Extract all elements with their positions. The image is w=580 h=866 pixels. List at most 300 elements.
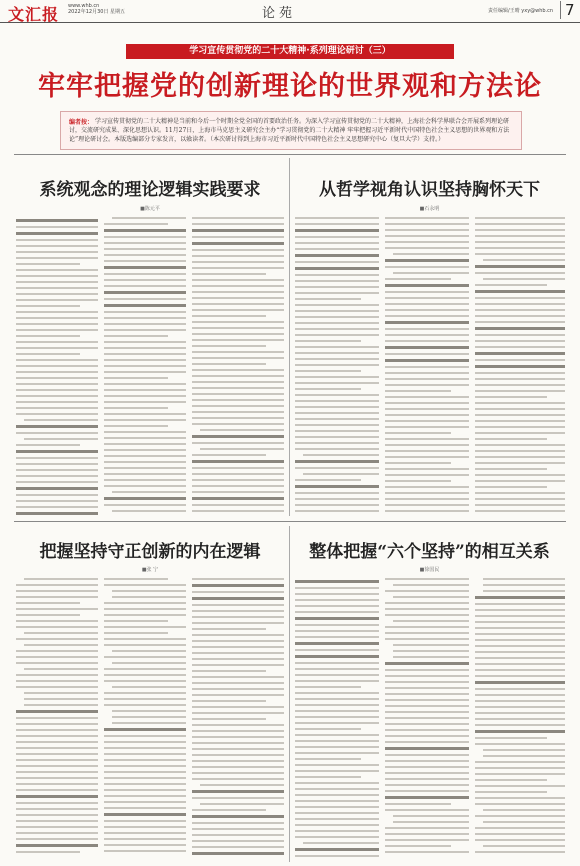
text-line — [16, 293, 98, 295]
text-line — [475, 390, 565, 392]
text-line — [385, 681, 469, 683]
text-line — [385, 334, 469, 336]
text-line — [295, 418, 379, 420]
text-line — [104, 807, 186, 809]
text-line — [385, 839, 469, 841]
text-line — [104, 692, 186, 694]
text-line — [295, 400, 379, 402]
text-line — [104, 578, 168, 580]
text-line — [475, 396, 547, 398]
text-line — [385, 717, 469, 719]
text-line — [16, 251, 98, 253]
text-line — [295, 280, 379, 282]
text-line — [295, 758, 361, 760]
text-line — [104, 473, 186, 475]
text-line — [192, 658, 284, 660]
text-line — [104, 741, 186, 743]
text-line — [475, 321, 565, 323]
text-line — [385, 614, 469, 616]
text-line — [475, 432, 565, 434]
editor-note-text: 学习宣传贯彻党的二十大精神是当前和今后一个时期全党全国的首要政治任务。为深入学习宣传贯彻党的二十大精神，上海社会科学界联合会开展系列理论研讨，交流研究成果、深化思想认识。11月27日，上海市马克思主义研究会主办“学习贯彻党的二十大精神 牢牢把握习近平新时代中国特色社会主义思想的世界观和方法论”理论研讨会。本版选编部分专家发言，以飨读者。（本次研讨得到上海市习近平新时代中国特色社会主义思想研究中心（复旦大学）支持。） — [69, 118, 510, 143]
text-line — [295, 686, 361, 688]
text-line — [385, 803, 451, 805]
text-line — [16, 275, 98, 277]
text-line — [16, 317, 98, 319]
text-line — [16, 347, 98, 349]
text-line — [104, 461, 186, 463]
text-line — [295, 630, 379, 632]
text-line — [16, 820, 98, 822]
text-line — [104, 602, 186, 604]
text-line — [475, 352, 565, 355]
text-line — [385, 741, 469, 743]
text-line — [200, 803, 284, 805]
text-line — [475, 609, 565, 611]
text-line — [192, 634, 284, 636]
text-line — [393, 815, 469, 817]
text-line — [192, 387, 284, 389]
text-line — [483, 584, 565, 586]
text-line — [475, 297, 565, 299]
article-4-body-col-3 — [475, 578, 565, 858]
text-line — [295, 794, 379, 796]
text-line — [475, 420, 565, 422]
text-line — [295, 655, 379, 658]
text-line — [16, 596, 98, 598]
text-line — [16, 844, 98, 847]
text-line — [295, 254, 379, 257]
article-4-body-col-2 — [385, 578, 469, 858]
text-line — [475, 486, 547, 488]
text-line — [295, 510, 379, 512]
text-line — [385, 378, 469, 380]
text-line — [385, 760, 469, 762]
text-line — [385, 229, 469, 231]
text-line — [16, 487, 98, 490]
article-author-1: ■陈元平 — [140, 206, 160, 212]
text-line — [112, 710, 186, 712]
text-line — [475, 504, 565, 506]
text-line — [104, 455, 186, 457]
text-line — [295, 649, 379, 651]
text-line — [385, 284, 469, 287]
text-line — [16, 407, 98, 409]
text-line — [475, 633, 565, 635]
text-line — [295, 364, 379, 366]
text-line — [385, 504, 469, 506]
text-line — [104, 479, 186, 481]
editor-note-label: 编者按： — [69, 119, 94, 126]
text-line — [104, 832, 186, 834]
text-line — [385, 486, 469, 488]
text-line — [192, 712, 284, 714]
text-line — [475, 414, 565, 416]
page-number: 7 — [560, 1, 575, 19]
text-line — [192, 229, 284, 232]
text-line — [475, 596, 565, 599]
text-line — [192, 423, 284, 425]
text-line — [104, 383, 186, 385]
text-line — [192, 442, 284, 444]
text-line — [295, 498, 379, 500]
text-line — [295, 800, 379, 802]
text-line — [475, 384, 565, 386]
text-line — [24, 704, 98, 706]
text-line — [104, 668, 186, 670]
text-line — [295, 624, 379, 626]
text-line — [303, 842, 379, 844]
text-line — [295, 764, 379, 766]
text-line — [192, 736, 284, 738]
text-line — [192, 640, 284, 642]
text-line — [192, 273, 266, 275]
text-line — [385, 266, 469, 268]
article-3-body-col-2 — [104, 578, 186, 858]
text-line — [385, 340, 469, 342]
text-line — [295, 322, 379, 324]
text-line — [295, 752, 379, 754]
text-line — [192, 822, 284, 824]
text-line — [385, 247, 469, 249]
text-line — [385, 784, 469, 786]
text-line — [475, 743, 565, 745]
text-line — [483, 578, 565, 580]
text-line — [192, 435, 284, 438]
text-line — [475, 474, 565, 476]
text-line — [385, 766, 469, 768]
text-line — [475, 462, 565, 464]
text-line — [16, 263, 80, 265]
text-line — [385, 217, 469, 219]
column-divider-upper — [289, 158, 290, 516]
text-line — [475, 688, 565, 690]
text-line — [192, 303, 284, 305]
text-line — [16, 608, 98, 610]
text-line — [104, 298, 186, 300]
text-line — [192, 510, 284, 512]
text-line — [104, 437, 186, 439]
text-line — [385, 845, 451, 847]
text-line — [475, 718, 565, 720]
text-line — [295, 358, 379, 360]
text-line — [295, 776, 361, 778]
text-line — [16, 765, 98, 767]
text-line — [295, 286, 379, 288]
text-line — [303, 454, 379, 456]
text-line — [295, 611, 379, 613]
article-1-body-col-3 — [192, 217, 284, 513]
text-line — [475, 639, 565, 641]
text-line — [475, 737, 547, 739]
article-2-body-col-1 — [295, 217, 379, 513]
text-line — [104, 777, 186, 779]
text-line — [295, 580, 379, 583]
text-line — [104, 323, 186, 325]
text-line — [295, 236, 379, 238]
text-line — [295, 370, 361, 372]
text-line — [295, 346, 379, 348]
text-line — [104, 850, 186, 852]
text-line — [104, 698, 186, 700]
text-line — [16, 747, 98, 749]
text-line — [295, 298, 361, 300]
newspaper-logo: 文汇报 — [8, 5, 60, 24]
article-3-body-col-3 — [192, 578, 284, 858]
article-2-body-col-2 — [385, 217, 469, 513]
text-line — [192, 628, 266, 630]
text-line — [295, 340, 361, 342]
text-line — [385, 359, 469, 362]
text-line — [104, 266, 186, 269]
article-author-2: ■石永明 — [419, 206, 440, 212]
text-line — [295, 782, 379, 784]
text-line — [192, 479, 284, 481]
text-line — [16, 281, 98, 283]
text-line — [16, 341, 98, 343]
text-line — [192, 778, 284, 780]
text-line — [385, 608, 469, 610]
text-line — [295, 824, 379, 826]
text-line — [104, 443, 186, 445]
text-line — [16, 741, 98, 743]
series-banner: 学习宣传贯彻党的二十大精神·系列理论研讨（三） — [126, 44, 454, 59]
text-line — [192, 694, 284, 696]
text-line — [385, 480, 451, 482]
text-line — [295, 261, 379, 263]
text-line — [192, 369, 284, 371]
text-line — [16, 506, 98, 508]
text-line — [104, 747, 186, 749]
text-line — [16, 269, 98, 271]
text-line — [393, 656, 469, 658]
text-line — [16, 469, 98, 471]
text-line — [104, 353, 186, 355]
text-line — [112, 217, 186, 219]
text-line — [475, 235, 565, 237]
text-line — [295, 412, 379, 414]
text-line — [104, 377, 168, 379]
text-line — [112, 722, 186, 724]
text-line — [24, 692, 98, 694]
text-line — [104, 795, 186, 797]
text-line — [104, 365, 186, 367]
text-line — [475, 651, 565, 653]
text-line — [295, 479, 361, 481]
text-line — [475, 372, 565, 374]
text-line — [385, 602, 469, 604]
text-line — [385, 420, 469, 422]
text-line — [192, 766, 284, 768]
text-line — [475, 669, 565, 671]
text-line — [16, 753, 98, 755]
text-line — [104, 413, 186, 415]
text-line — [192, 682, 284, 684]
text-line — [104, 638, 186, 640]
text-line — [475, 346, 565, 348]
text-line — [393, 650, 469, 652]
section-name: 论苑 — [262, 6, 297, 21]
text-line — [192, 381, 284, 383]
text-line — [385, 444, 469, 446]
text-line — [295, 352, 379, 354]
text-line — [16, 717, 98, 719]
text-line — [295, 830, 379, 832]
text-line — [192, 345, 266, 347]
text-line — [104, 329, 186, 331]
text-line — [385, 474, 469, 476]
text-line — [483, 755, 565, 757]
text-line — [385, 851, 469, 853]
text-line — [112, 686, 186, 688]
text-line — [295, 442, 379, 444]
text-line — [192, 828, 284, 830]
text-line — [385, 705, 469, 707]
text-line — [192, 664, 284, 666]
text-line — [385, 372, 469, 374]
text-line — [104, 236, 186, 238]
text-line — [192, 718, 266, 720]
text-line — [104, 735, 186, 737]
text-line — [475, 712, 565, 714]
text-line — [104, 223, 168, 225]
text-line — [295, 217, 379, 219]
text-line — [192, 417, 284, 419]
header-meta — [68, 3, 125, 15]
text-line — [192, 670, 266, 672]
text-line — [192, 688, 284, 690]
text-line — [104, 254, 186, 256]
text-line — [295, 716, 379, 718]
text-line — [104, 242, 186, 244]
text-line — [385, 723, 469, 725]
text-line — [16, 851, 80, 853]
text-line — [192, 315, 266, 317]
text-line — [104, 311, 186, 313]
text-line — [16, 771, 98, 773]
text-line — [192, 285, 284, 287]
text-line — [295, 394, 379, 396]
text-line — [104, 419, 186, 421]
text-line — [192, 327, 284, 329]
text-line — [385, 402, 469, 404]
text-line — [192, 834, 284, 836]
text-line — [104, 291, 186, 294]
text-line — [104, 753, 186, 755]
text-line — [475, 309, 565, 311]
text-line — [295, 617, 379, 620]
text-line — [112, 590, 186, 592]
text-line — [295, 636, 379, 638]
editor-note — [60, 111, 522, 150]
text-line — [385, 638, 469, 640]
text-line — [16, 219, 98, 222]
text-line — [295, 599, 379, 601]
text-line — [295, 668, 379, 670]
text-line — [385, 384, 469, 386]
text-line — [475, 839, 565, 841]
text-line — [295, 605, 379, 607]
text-line — [24, 644, 98, 646]
text-line — [385, 223, 469, 225]
text-line — [104, 644, 186, 646]
text-line — [192, 393, 284, 395]
text-line — [16, 232, 98, 235]
text-line — [475, 480, 565, 482]
text-line — [295, 382, 379, 384]
text-line — [385, 396, 469, 398]
text-line — [16, 481, 98, 483]
text-line — [475, 315, 565, 317]
text-line — [16, 614, 80, 616]
text-line — [16, 413, 98, 415]
text-line — [475, 253, 565, 255]
text-line — [475, 730, 565, 733]
text-line — [16, 401, 98, 403]
text-line — [475, 265, 565, 268]
text-line — [295, 728, 361, 730]
text-line — [16, 674, 98, 676]
text-line — [295, 223, 379, 225]
text-line — [104, 273, 186, 275]
text-line — [16, 371, 98, 373]
text-line — [393, 272, 469, 274]
text-line — [385, 408, 469, 410]
text-line — [385, 366, 469, 368]
text-line — [295, 642, 379, 645]
text-line — [200, 784, 284, 786]
text-line — [112, 491, 186, 493]
text-line — [16, 353, 80, 355]
text-line — [16, 305, 80, 307]
text-line — [385, 259, 469, 262]
text-line — [192, 491, 284, 493]
text-line — [385, 772, 469, 774]
text-line — [192, 809, 266, 811]
text-line — [16, 494, 98, 496]
text-line — [385, 790, 469, 792]
text-line — [385, 827, 469, 829]
text-line — [192, 333, 284, 335]
text-line — [16, 838, 98, 840]
article-author-3: ■张 宁 — [141, 567, 159, 573]
text-line — [385, 414, 469, 416]
text-line — [16, 783, 98, 785]
text-line — [475, 456, 565, 458]
text-line — [393, 584, 469, 586]
text-line — [192, 321, 284, 323]
text-line — [483, 278, 565, 280]
text-line — [16, 395, 98, 397]
text-line — [104, 389, 186, 391]
text-line — [295, 662, 379, 664]
article-1-body-col-1 — [16, 217, 98, 513]
text-line — [16, 475, 98, 477]
text-line — [295, 388, 361, 390]
text-line — [192, 646, 284, 648]
text-line — [475, 761, 565, 763]
text-line — [104, 425, 168, 427]
text-line — [16, 425, 98, 428]
text-line — [475, 229, 565, 231]
text-line — [104, 341, 186, 343]
text-line — [295, 267, 379, 270]
text-line — [192, 497, 284, 500]
text-line — [24, 578, 98, 580]
text-line — [475, 645, 565, 647]
text-line — [104, 304, 186, 307]
text-line — [16, 226, 98, 228]
text-line — [192, 485, 284, 487]
